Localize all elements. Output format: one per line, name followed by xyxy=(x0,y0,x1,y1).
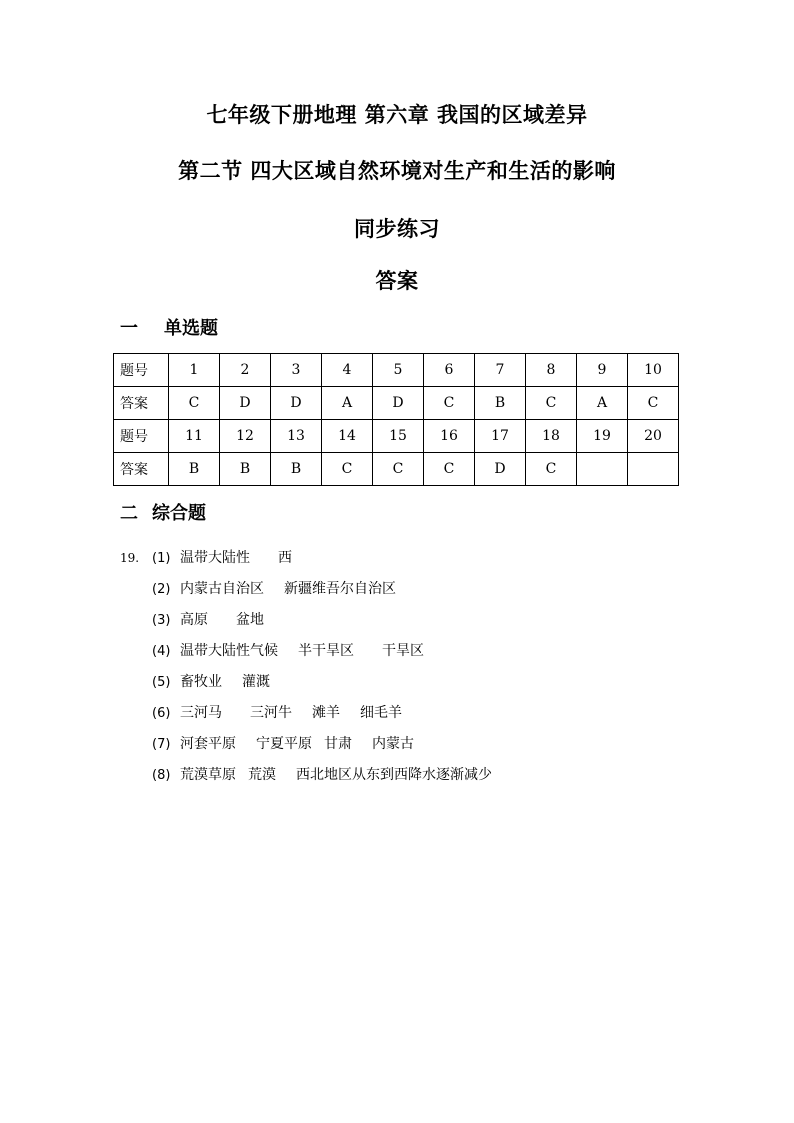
question-number-cell: 2 xyxy=(220,354,271,387)
question-number-cell: 6 xyxy=(424,354,475,387)
answer-cell xyxy=(628,453,679,486)
question-19-answers xyxy=(120,543,492,791)
question-number xyxy=(120,698,152,729)
answer-line xyxy=(120,760,492,791)
table-row xyxy=(114,354,679,387)
answer-line xyxy=(120,698,492,729)
answer-cell: B xyxy=(169,453,220,486)
answer-text: 畜牧业 xyxy=(180,674,222,690)
sub-question-label: (4) xyxy=(152,644,171,659)
table-row xyxy=(114,453,679,486)
question-number-cell: 1 xyxy=(169,354,220,387)
answer-cell: C xyxy=(526,387,577,420)
question-number xyxy=(120,760,152,791)
question-number-cell: 14 xyxy=(322,420,373,453)
question-number: 19. xyxy=(120,551,140,565)
question-number-cell: 16 xyxy=(424,420,475,453)
question-number xyxy=(120,667,152,698)
answer-text: 内蒙古自治区 xyxy=(180,581,264,597)
answer-line xyxy=(120,605,492,636)
answer-text: 宁夏平原 xyxy=(256,736,312,752)
answer-text: 新疆维吾尔自治区 xyxy=(284,581,396,597)
row-label: 题号 xyxy=(114,354,169,387)
answer-cell: C xyxy=(526,453,577,486)
sub-question-label: (1) xyxy=(152,551,171,566)
answer-line xyxy=(120,636,492,667)
question-number-cell: 8 xyxy=(526,354,577,387)
section-number: 一 xyxy=(120,318,138,339)
document-title: 七年级下册地理 第六章 我国的区域差异 xyxy=(206,102,588,127)
question-number-cell: 13 xyxy=(271,420,322,453)
answer-text: 灌溉 xyxy=(242,674,270,690)
row-label: 答案 xyxy=(114,387,169,420)
section-number: 二 xyxy=(120,503,138,524)
question-number xyxy=(120,574,152,605)
sub-question-label: (3) xyxy=(152,613,171,628)
answer-text: 荒漠草原 xyxy=(180,767,236,783)
answer-title: 答案 xyxy=(375,268,419,293)
answer-text: 甘肃 xyxy=(324,736,352,752)
answer-text: 温带大陆性 xyxy=(180,550,250,566)
answer-text: 三河牛 xyxy=(250,705,292,721)
answer-table xyxy=(113,353,679,486)
sub-question-label: (5) xyxy=(152,675,171,690)
answer-text: 盆地 xyxy=(236,612,264,628)
question-number-cell: 4 xyxy=(322,354,373,387)
sub-question-label: (7) xyxy=(152,737,171,752)
answer-cell: C xyxy=(628,387,679,420)
answer-cell: B xyxy=(220,453,271,486)
section-label: 单选题 xyxy=(164,318,218,339)
answer-text: 干旱区 xyxy=(382,643,424,659)
question-number-cell: 11 xyxy=(169,420,220,453)
section-label: 综合题 xyxy=(152,503,206,524)
answer-text: 半干旱区 xyxy=(298,643,354,659)
question-number-cell: 9 xyxy=(577,354,628,387)
answer-cell: C xyxy=(373,453,424,486)
answer-cell: D xyxy=(373,387,424,420)
answer-cell: B xyxy=(271,453,322,486)
question-number xyxy=(120,636,152,667)
answer-text: 温带大陆性气候 xyxy=(180,643,278,659)
table-row xyxy=(114,420,679,453)
answer-text: 西北地区从东到西降水逐渐减少 xyxy=(296,767,492,783)
answer-text: 河套平原 xyxy=(180,736,236,752)
answer-text: 高原 xyxy=(180,612,208,628)
answer-line xyxy=(120,574,492,605)
answer-cell: A xyxy=(322,387,373,420)
question-number-cell: 12 xyxy=(220,420,271,453)
answer-text: 三河马 xyxy=(180,705,222,721)
answer-text: 滩羊 xyxy=(312,705,340,721)
answer-text: 西 xyxy=(278,550,292,566)
answer-line xyxy=(120,667,492,698)
answer-cell: D xyxy=(475,453,526,486)
answer-cell: C xyxy=(169,387,220,420)
question-number-cell: 19 xyxy=(577,420,628,453)
answer-cell: C xyxy=(424,453,475,486)
question-number-cell: 18 xyxy=(526,420,577,453)
question-number xyxy=(120,729,152,760)
answer-cell xyxy=(577,453,628,486)
sub-question-label: (6) xyxy=(152,706,171,721)
row-label: 题号 xyxy=(114,420,169,453)
question-number-cell: 17 xyxy=(475,420,526,453)
answer-text: 荒漠 xyxy=(248,767,276,783)
answer-cell: A xyxy=(577,387,628,420)
answer-text: 内蒙古 xyxy=(372,736,414,752)
answer-line xyxy=(120,543,492,574)
answer-cell: B xyxy=(475,387,526,420)
question-number-cell: 7 xyxy=(475,354,526,387)
answer-line xyxy=(120,729,492,760)
question-number xyxy=(120,605,152,636)
answer-cell: D xyxy=(271,387,322,420)
question-number-cell: 10 xyxy=(628,354,679,387)
answer-cell: C xyxy=(424,387,475,420)
question-number-cell: 5 xyxy=(373,354,424,387)
single-choice-heading xyxy=(120,314,218,340)
question-number-cell: 3 xyxy=(271,354,322,387)
sub-question-label: (2) xyxy=(152,582,171,597)
exercise-title: 同步练习 xyxy=(354,216,440,241)
sub-question-label: (8) xyxy=(152,768,171,783)
question-number-cell: 20 xyxy=(628,420,679,453)
answer-text: 细毛羊 xyxy=(360,705,402,721)
row-label: 答案 xyxy=(114,453,169,486)
table-row xyxy=(114,387,679,420)
answer-cell: D xyxy=(220,387,271,420)
answer-cell: C xyxy=(322,453,373,486)
question-number-cell: 15 xyxy=(373,420,424,453)
section-title: 第二节 四大区域自然环境对生产和生活的影响 xyxy=(178,158,616,183)
comprehensive-heading xyxy=(120,499,206,525)
